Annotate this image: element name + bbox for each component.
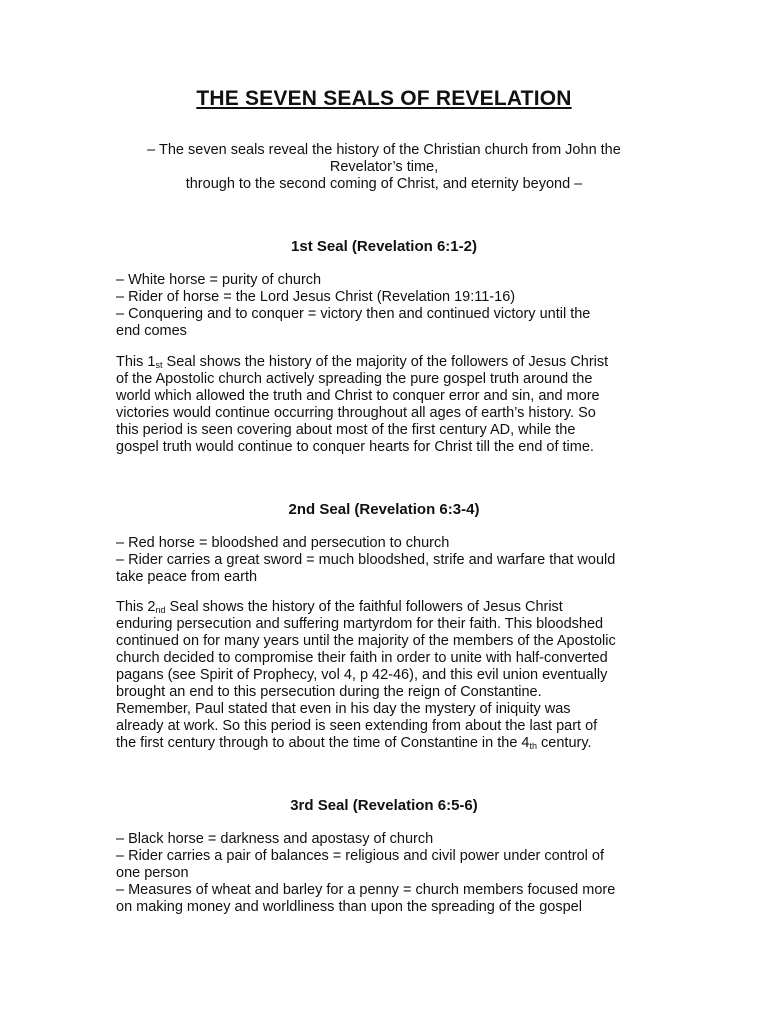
bullet-line: – Black horse = darkness and apostasy of church (116, 831, 434, 847)
ordinal-suffix: nd (155, 605, 166, 615)
seal2-heading: 2nd Seal (Revelation 6:3-4) (288, 501, 480, 518)
bullet-line: – White horse = purity of church (116, 272, 322, 288)
bullet-line: – Rider carries a great sword = much bloodshed, strife and warfare that would (116, 552, 616, 568)
bullet-line: – Conquering and to conquer = victory then and continued victory until the (116, 306, 591, 322)
paragraph-line: already at work. So this period is seen extending from about the last part of (116, 718, 598, 734)
subtitle-line: – The seven seals reveal the history of the Christian church from John the (147, 142, 621, 158)
paragraph-text: Seal shows the history of the faithful followers of Jesus Christ (165, 599, 563, 615)
paragraph-line (116, 354, 656, 371)
paragraph-lead: This 2 (116, 599, 156, 615)
paragraph-line: world which allowed the truth and Christ to conquer error and sin, and more (116, 388, 600, 404)
paragraph-line: gospel truth would continue to conquer hearts for Christ till the end of time. (116, 439, 594, 455)
ordinal-suffix: th (529, 741, 538, 751)
bullet-line: – Red horse = bloodshed and persecution to church (116, 535, 450, 551)
seal1-paragraph (116, 354, 656, 456)
paragraph-line: this period is seen covering about most of the first century AD, while the (116, 422, 576, 438)
paragraph-line: continued on for many years until the majority of the members of the Apostolic (116, 633, 616, 649)
subtitle-line: Revelator’s time, (329, 159, 439, 175)
bullet-line: – Rider carries a pair of balances = religious and civil power under control of (116, 848, 605, 864)
paragraph-line: of the Apostolic church actively spreading the pure gospel truth around the (116, 371, 593, 387)
bullet-line: – Rider of horse = the Lord Jesus Christ (Revelation 19:11-16) (116, 289, 516, 305)
bullet-line: on making money and worldliness than upon the spreading of the gospel (116, 899, 582, 915)
paragraph-line (116, 599, 656, 616)
bullet-line: – Measures of wheat and barley for a penny = church members focused more (116, 882, 616, 898)
seal3-heading: 3rd Seal (Revelation 6:5-6) (290, 797, 478, 814)
paragraph-line: brought an end to this persecution during the reign of Constantine. (116, 684, 542, 700)
subtitle-line: through to the second coming of Christ, and eternity beyond – (185, 176, 583, 192)
seal1-bullets (116, 272, 656, 340)
paragraph-lead: This 1 (116, 354, 156, 370)
seal3-bullets (116, 831, 656, 916)
paragraph-text: Seal shows the history of the majority of the followers of Jesus Christ (162, 354, 609, 370)
seal2-paragraph (116, 599, 656, 752)
seal2-bullets (116, 535, 656, 586)
paragraph-line: enduring persecution and suffering martyrdom for their faith. This bloodshed (116, 616, 604, 632)
seal1-heading: 1st Seal (Revelation 6:1-2) (291, 238, 477, 255)
paragraph-line: church decided to compromise their faith in order to unite with half-converted (116, 650, 608, 666)
paragraph-line: pagans (see Spirit of Prophecy, vol 4, p 42-46), and this evil union eventually (116, 667, 608, 683)
paragraph-text: century. (537, 735, 592, 751)
ordinal-suffix: st (155, 360, 163, 370)
paragraph-line: victories would continue occurring throughout all ages of earth’s history. So (116, 405, 596, 421)
subtitle (124, 142, 644, 193)
bullet-line: end comes (116, 323, 187, 339)
paragraph-text: the first century through to about the time of Constantine in the 4 (116, 735, 530, 751)
bullet-line: one person (116, 865, 189, 881)
bullet-line: take peace from earth (116, 569, 258, 585)
paragraph-line (116, 735, 656, 752)
page-title: THE SEVEN SEALS OF REVELATION (196, 87, 572, 110)
paragraph-line: Remember, Paul stated that even in his day the mystery of iniquity was (116, 701, 571, 717)
